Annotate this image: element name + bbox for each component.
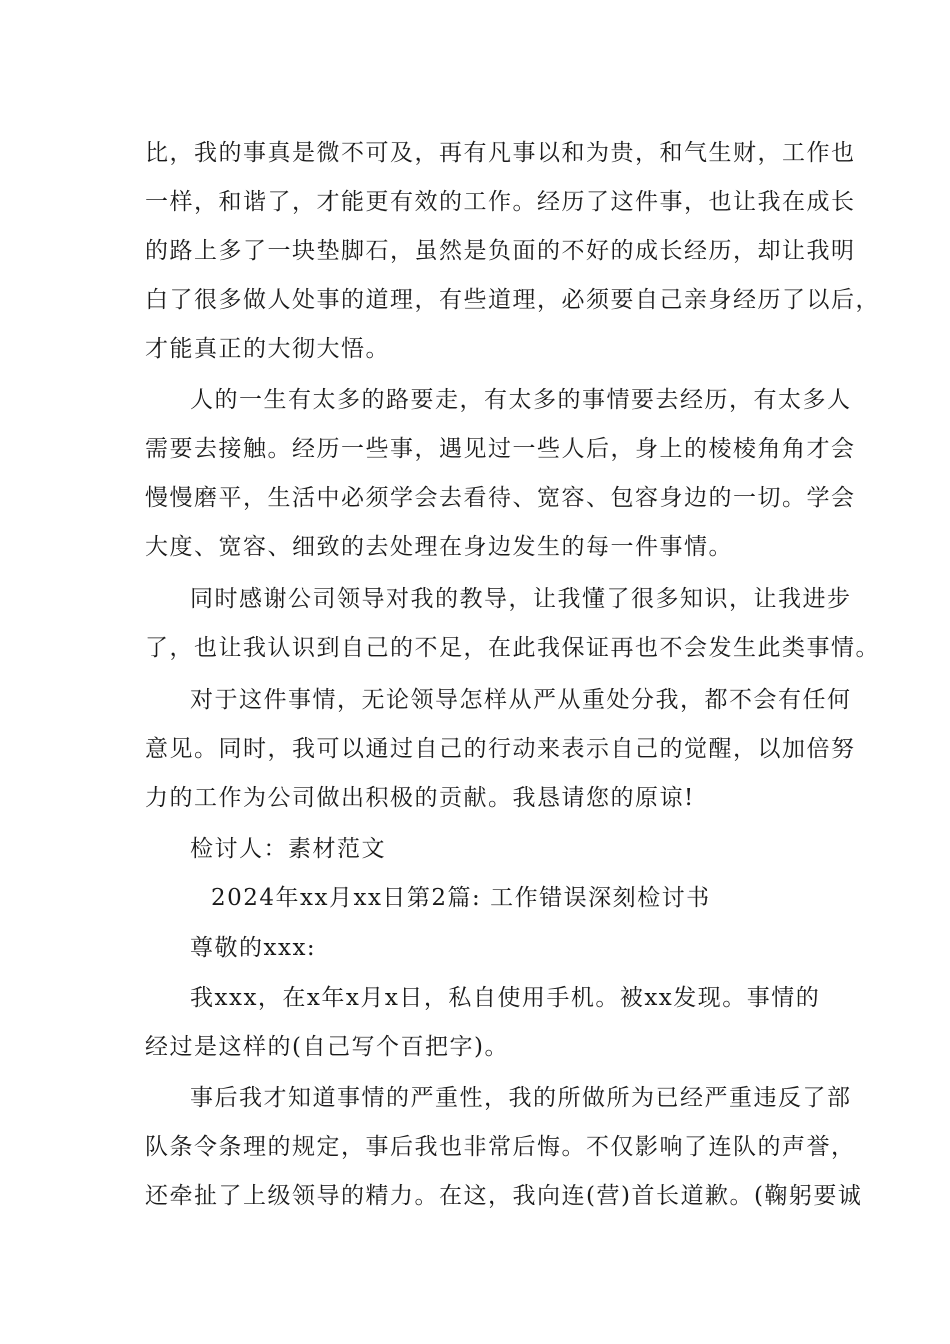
paragraph-line: 比，我的事真是微不可及，再有凡事以和为贵，和气生财，工作也 xyxy=(145,140,856,166)
paragraph-line: 慢慢磨平，生活中必须学会去看待、宽容、包容身边的一切。学会 xyxy=(145,485,856,511)
paragraph-line: 我xxx，在x年x月x日，私自使用手机。被xx发现。事情的 xyxy=(190,985,821,1011)
paragraph-line: 同时感谢公司领导对我的教导，让我懂了很多知识，让我进步 xyxy=(190,586,852,612)
salutation: 尊敬的xxx: xyxy=(190,935,317,961)
paragraph-line: 还牵扯了上级领导的精力。在这，我向连(营)首长道歉。(鞠躬要诚 xyxy=(145,1183,863,1209)
paragraph-line: 意见。同时，我可以通过自己的行动来表示自己的觉醒，以加倍努 xyxy=(145,736,856,762)
paragraph-line: 了，也让我认识到自己的不足，在此我保证再也不会发生此类事情。 xyxy=(145,635,880,661)
paragraph-line: 队条令条理的规定，事后我也非常后悔。不仅影响了连队的声誉， xyxy=(145,1134,856,1160)
signature: 检讨人：素材范文 xyxy=(190,836,386,862)
paragraph-line: 大度、宽容、细致的去处理在身边发生的每一件事情。 xyxy=(145,534,733,560)
paragraph-line: 白了很多做人处事的道理，有些道理，必须要自己亲身经历了以后， xyxy=(145,287,880,313)
paragraph-line: 力的工作为公司做出积极的贡献。我恳请您的原谅! xyxy=(145,785,695,811)
paragraph-line: 一样，和谐了，才能更有效的工作。经历了这件事，也让我在成长 xyxy=(145,189,856,215)
paragraph-line: 经过是这样的(自己写个百把字)。 xyxy=(145,1034,509,1060)
paragraph-line: 的路上多了一块垫脚石，虽然是负面的不好的成长经历，却让我明 xyxy=(145,238,856,264)
date-heading: 2024年xx月xx日第2篇: 工作错误深刻检讨书 xyxy=(211,885,711,911)
paragraph-line: 人的一生有太多的路要走，有太多的事情要去经历，有太多人 xyxy=(190,387,852,413)
paragraph-line: 需要去接触。经历一些事，遇见过一些人后，身上的棱棱角角才会 xyxy=(145,436,856,462)
paragraph-line: 事后我才知道事情的严重性，我的所做所为已经严重违反了部 xyxy=(190,1085,852,1111)
paragraph-line: 对于这件事情，无论领导怎样从严从重处分我，都不会有任何 xyxy=(190,687,852,713)
paragraph-line: 才能真正的大彻大悟。 xyxy=(145,336,390,362)
